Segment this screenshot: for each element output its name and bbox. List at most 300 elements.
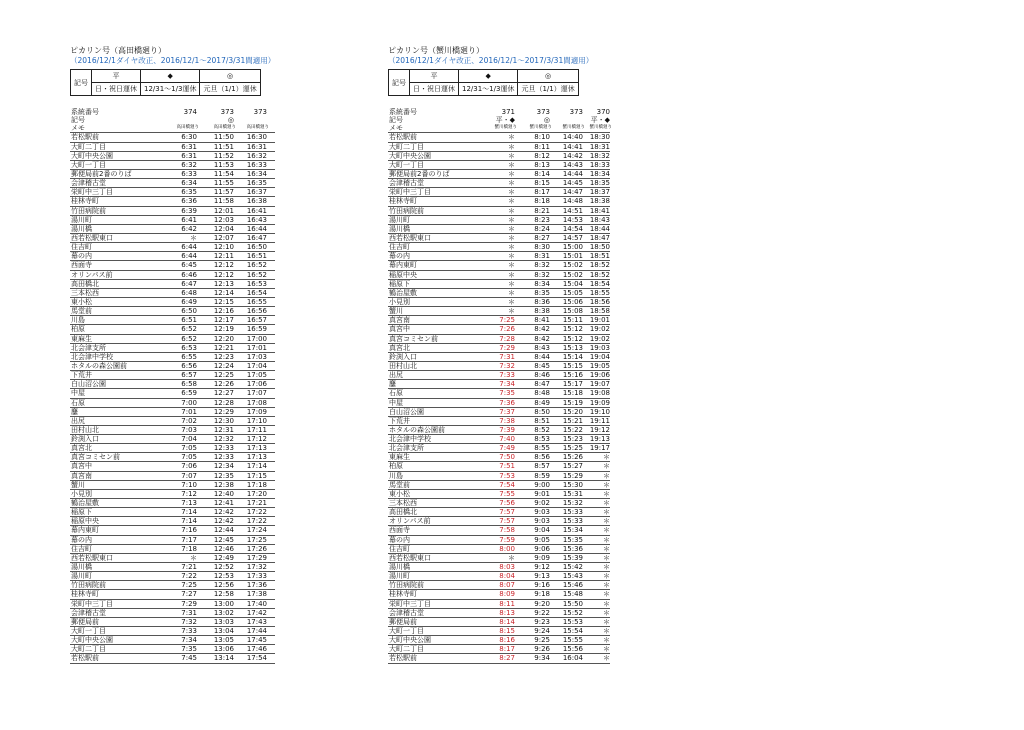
departure-time: 18:58 bbox=[589, 307, 610, 316]
departure-time: 8:57 bbox=[534, 462, 550, 471]
legend-desc: 日・祝日運休 bbox=[92, 83, 141, 96]
departure-time: 19:17 bbox=[589, 444, 610, 453]
departure-time: 11:52 bbox=[213, 151, 234, 160]
system-number: 374 bbox=[183, 108, 197, 116]
departure-time: 7:33 bbox=[181, 627, 197, 636]
departure-time: 16:50 bbox=[246, 243, 267, 252]
departure-time: 6:48 bbox=[181, 288, 197, 297]
departure-time: 14:40 bbox=[562, 133, 583, 142]
departure-time: 18:38 bbox=[589, 197, 610, 206]
stop-name: 鶴治屋敷 bbox=[389, 288, 417, 297]
stop-name: 大町一丁目 bbox=[71, 160, 106, 169]
stop-name: 北会津支所 bbox=[71, 343, 106, 352]
departure-time: 8:03 bbox=[499, 563, 515, 572]
stop-row bbox=[388, 517, 610, 526]
departure-time: 6:57 bbox=[181, 371, 197, 380]
stop-row bbox=[70, 517, 275, 526]
stop-name: 下荒井 bbox=[71, 371, 92, 380]
departure-time: ＊ bbox=[603, 526, 610, 535]
stop-name: 西若松駅東口 bbox=[71, 233, 113, 242]
departure-time: 12:58 bbox=[213, 590, 234, 599]
departure-time: 15:15 bbox=[562, 361, 583, 370]
departure-time: 15:50 bbox=[562, 599, 583, 608]
departure-time: 19:07 bbox=[589, 380, 610, 389]
departure-time: 12:04 bbox=[213, 224, 234, 233]
stop-row bbox=[388, 389, 610, 398]
departure-time: 19:03 bbox=[589, 343, 610, 352]
stop-row bbox=[70, 481, 275, 490]
departure-time: 8:46 bbox=[534, 371, 550, 380]
departure-time: ＊ bbox=[603, 462, 610, 471]
departure-time: 12:53 bbox=[213, 572, 234, 581]
stop-row bbox=[388, 179, 610, 188]
departure-time: 8:59 bbox=[534, 471, 550, 480]
memo-value: 高田橋廻り bbox=[176, 125, 199, 131]
departure-time: 15:53 bbox=[562, 617, 583, 626]
departure-time: 8:18 bbox=[534, 197, 550, 206]
departure-time: 9:24 bbox=[534, 627, 550, 636]
stop-name: 蟹川 bbox=[389, 307, 403, 316]
departure-time: 12:26 bbox=[213, 380, 234, 389]
departure-time: 18:55 bbox=[589, 288, 610, 297]
timetable-title: ピカリン号（蟹川橋廻り） bbox=[388, 46, 484, 55]
departure-time: 7:26 bbox=[499, 325, 515, 334]
stop-name: 馬堂前 bbox=[71, 307, 92, 316]
stop-name: 真宮南 bbox=[71, 471, 92, 480]
stop-row bbox=[388, 344, 610, 353]
departure-time: 13:00 bbox=[213, 599, 234, 608]
stop-row bbox=[388, 252, 610, 261]
stop-row bbox=[70, 170, 275, 179]
stop-row bbox=[388, 298, 610, 307]
departure-time: 7:05 bbox=[181, 444, 197, 453]
system-number-row bbox=[388, 108, 610, 116]
departure-time: 6:34 bbox=[181, 179, 197, 188]
stop-name: 大町中央公園 bbox=[71, 636, 113, 645]
stop-name: 栄町中三丁目 bbox=[389, 599, 431, 608]
departure-time: 11:53 bbox=[213, 160, 234, 169]
departure-time: 17:45 bbox=[246, 636, 267, 645]
departure-time: 8:23 bbox=[534, 215, 550, 224]
memo-value: 蟹川橋廻り bbox=[562, 125, 585, 131]
departure-time: 16:51 bbox=[246, 252, 267, 261]
departure-time: 7:22 bbox=[181, 572, 197, 581]
stop-name: 川島 bbox=[389, 471, 403, 480]
departure-time: 16:43 bbox=[246, 215, 267, 224]
stop-row bbox=[70, 563, 275, 572]
stop-row bbox=[388, 335, 610, 344]
stop-name: 竹田病院前 bbox=[71, 206, 106, 215]
legend-desc: 日・祝日運休 bbox=[410, 83, 459, 96]
departure-time: ＊ bbox=[603, 517, 610, 526]
stop-row bbox=[388, 554, 610, 563]
stop-name: 会津稽古堂 bbox=[389, 608, 424, 617]
stop-name: 東小松 bbox=[71, 297, 92, 306]
departure-time: 7:10 bbox=[181, 480, 197, 489]
stop-row bbox=[70, 426, 275, 435]
stop-row bbox=[70, 216, 275, 225]
stop-name: 柏原 bbox=[71, 325, 85, 334]
stop-name: 真宮中 bbox=[389, 325, 410, 334]
departure-time: 6:52 bbox=[181, 334, 197, 343]
stop-row bbox=[388, 490, 610, 499]
stop-name: 幕の内 bbox=[389, 535, 410, 544]
departure-time: 17:24 bbox=[246, 526, 267, 535]
departure-time: 6:33 bbox=[181, 169, 197, 178]
departure-time: 15:02 bbox=[562, 270, 583, 279]
departure-time: 9:00 bbox=[534, 480, 550, 489]
departure-time: ＊ bbox=[603, 590, 610, 599]
stop-row bbox=[388, 609, 610, 618]
departure-time: 12:20 bbox=[213, 334, 234, 343]
departure-time: 16:57 bbox=[246, 316, 267, 325]
stop-row bbox=[388, 188, 610, 197]
stop-row bbox=[70, 344, 275, 353]
departure-time: 7:35 bbox=[181, 645, 197, 654]
stop-name: 竹田病院前 bbox=[389, 206, 424, 215]
departure-time: 14:54 bbox=[562, 224, 583, 233]
departure-time: 14:51 bbox=[562, 206, 583, 215]
stop-name: 下荒井 bbox=[389, 416, 410, 425]
stop-name: 大町一丁目 bbox=[389, 627, 424, 636]
stop-row bbox=[388, 243, 610, 252]
departure-time: 7:33 bbox=[499, 371, 515, 380]
departure-time: 16:37 bbox=[246, 188, 267, 197]
departure-time: 9:26 bbox=[534, 645, 550, 654]
departure-time: 17:00 bbox=[246, 334, 267, 343]
departure-time: 16:38 bbox=[246, 197, 267, 206]
departure-time: 15:52 bbox=[562, 608, 583, 617]
stop-name: 馬堂前 bbox=[389, 480, 410, 489]
departure-time: 8:14 bbox=[499, 617, 515, 626]
departure-time: 13:06 bbox=[213, 645, 234, 654]
stop-row bbox=[70, 600, 275, 609]
stop-name: 田村山北 bbox=[71, 425, 99, 434]
stop-name: 竹田病院前 bbox=[71, 581, 106, 590]
route-meta bbox=[388, 108, 610, 132]
stop-row bbox=[70, 618, 275, 627]
departure-time: 15:36 bbox=[562, 544, 583, 553]
departure-time: 6:44 bbox=[181, 252, 197, 261]
stop-row bbox=[388, 325, 610, 334]
stop-row bbox=[388, 645, 610, 654]
departure-time: 13:02 bbox=[213, 608, 234, 617]
departure-time: 6:41 bbox=[181, 215, 197, 224]
departure-time: 7:31 bbox=[181, 608, 197, 617]
stop-row bbox=[70, 371, 275, 380]
stop-name: ホタルの森公園前 bbox=[71, 361, 127, 370]
stop-row bbox=[388, 526, 610, 535]
departure-time: 14:48 bbox=[562, 197, 583, 206]
departure-time: 8:32 bbox=[534, 270, 550, 279]
stop-name: 大町二丁目 bbox=[389, 645, 424, 654]
stop-row bbox=[388, 371, 610, 380]
departure-time: 6:39 bbox=[181, 206, 197, 215]
departure-time: 15:43 bbox=[562, 572, 583, 581]
departure-time: 11:55 bbox=[213, 179, 234, 188]
departure-time: 7:07 bbox=[181, 471, 197, 480]
departure-time: 7:27 bbox=[181, 590, 197, 599]
stop-row bbox=[388, 600, 610, 609]
departure-time: 17:44 bbox=[246, 627, 267, 636]
stop-name: 白山沼公園 bbox=[71, 380, 106, 389]
stop-row bbox=[388, 536, 610, 545]
memo-label: メモ bbox=[71, 124, 85, 133]
departure-time: 19:06 bbox=[589, 371, 610, 380]
stop-name: 大町中央公園 bbox=[389, 636, 431, 645]
departure-time: 8:15 bbox=[499, 627, 515, 636]
stop-name: 栄町中三丁目 bbox=[71, 599, 113, 608]
stop-name: 中屋 bbox=[71, 389, 85, 398]
stop-name: 柏原 bbox=[389, 462, 403, 471]
departure-time: 8:15 bbox=[534, 179, 550, 188]
departure-time: 7:14 bbox=[181, 508, 197, 517]
stop-name: 湯川町 bbox=[71, 215, 92, 224]
stop-name: 大町一丁目 bbox=[389, 160, 424, 169]
stop-name: 高田橋北 bbox=[389, 508, 417, 517]
departure-time: 7:54 bbox=[499, 480, 515, 489]
stop-name: 幕内東町 bbox=[389, 261, 417, 270]
departure-time: 12:38 bbox=[213, 480, 234, 489]
stop-row bbox=[70, 179, 275, 188]
stop-row bbox=[70, 453, 275, 462]
departure-time: 12:35 bbox=[213, 471, 234, 480]
stop-name: 郵便局前 bbox=[71, 617, 99, 626]
departure-time: 8:14 bbox=[534, 169, 550, 178]
departure-time: 6:36 bbox=[181, 197, 197, 206]
departure-time: 8:30 bbox=[534, 243, 550, 252]
departure-time: 9:20 bbox=[534, 599, 550, 608]
departure-time: 16:44 bbox=[246, 224, 267, 233]
departure-time: ＊ bbox=[603, 645, 610, 654]
stop-name: 小見別 bbox=[389, 297, 410, 306]
departure-time: ＊ bbox=[603, 608, 610, 617]
departure-time: 14:42 bbox=[562, 151, 583, 160]
system-number: 370 bbox=[596, 108, 610, 116]
departure-time: 12:56 bbox=[213, 581, 234, 590]
departure-time: 18:51 bbox=[589, 252, 610, 261]
departure-time: 18:37 bbox=[589, 188, 610, 197]
stop-name: 桂林寺町 bbox=[71, 197, 99, 206]
departure-time: 15:55 bbox=[562, 636, 583, 645]
departure-time: 12:21 bbox=[213, 343, 234, 352]
departure-time: 8:00 bbox=[499, 544, 515, 553]
departure-time: ＊ bbox=[603, 581, 610, 590]
departure-time: 12:11 bbox=[213, 252, 234, 261]
departure-time: 12:41 bbox=[213, 499, 234, 508]
departure-time: 8:04 bbox=[499, 572, 515, 581]
departure-time: ＊ bbox=[603, 471, 610, 480]
stop-name: 三本松西 bbox=[389, 499, 417, 508]
departure-time: ＊ bbox=[508, 151, 515, 160]
departure-time: 8:50 bbox=[534, 407, 550, 416]
departure-time: 15:21 bbox=[562, 416, 583, 425]
departure-time: 8:52 bbox=[534, 425, 550, 434]
stop-name: 西面寺 bbox=[389, 526, 410, 535]
departure-time: 17:32 bbox=[246, 563, 267, 572]
stop-name: 真宮コミセン前 bbox=[71, 453, 120, 462]
departure-time: 12:45 bbox=[213, 535, 234, 544]
stop-row bbox=[70, 161, 275, 170]
system-number-row bbox=[70, 108, 275, 116]
departure-time: 17:36 bbox=[246, 581, 267, 590]
stop-row bbox=[388, 133, 610, 142]
departure-time: 15:19 bbox=[562, 398, 583, 407]
system-number: 373 bbox=[536, 108, 550, 116]
stop-name: 蟹川 bbox=[71, 480, 85, 489]
departure-time: 19:01 bbox=[589, 316, 610, 325]
stop-row bbox=[388, 225, 610, 234]
departure-time: 7:01 bbox=[181, 407, 197, 416]
departure-time: 7:28 bbox=[499, 334, 515, 343]
stop-name: 西若松駅東口 bbox=[71, 553, 113, 562]
stop-name: 小見別 bbox=[71, 489, 92, 498]
stop-name: 大町二丁目 bbox=[71, 142, 106, 151]
stop-name: 大町中央公園 bbox=[389, 151, 431, 160]
stop-row bbox=[388, 234, 610, 243]
departure-time: 7:12 bbox=[181, 489, 197, 498]
departure-time: 12:17 bbox=[213, 316, 234, 325]
departure-time: 15:18 bbox=[562, 389, 583, 398]
stop-row bbox=[388, 316, 610, 325]
departure-time: 18:34 bbox=[589, 169, 610, 178]
stop-row bbox=[70, 152, 275, 161]
departure-time: 6:47 bbox=[181, 279, 197, 288]
departure-time: 15:30 bbox=[562, 480, 583, 489]
departure-time: 8:49 bbox=[534, 398, 550, 407]
stop-row bbox=[70, 627, 275, 636]
departure-time: 7:40 bbox=[499, 435, 515, 444]
stop-row bbox=[70, 444, 275, 453]
departure-time: 8:12 bbox=[534, 151, 550, 160]
departure-time: 15:22 bbox=[562, 425, 583, 434]
departure-time: 15:31 bbox=[562, 489, 583, 498]
departure-time: 6:35 bbox=[181, 188, 197, 197]
stop-row bbox=[388, 636, 610, 645]
departure-time: 12:29 bbox=[213, 407, 234, 416]
departure-time: 18:32 bbox=[589, 151, 610, 160]
departure-time: ＊ bbox=[508, 224, 515, 233]
memo-row bbox=[388, 124, 610, 132]
departure-time: 8:16 bbox=[499, 636, 515, 645]
departure-time: 16:41 bbox=[246, 206, 267, 215]
departure-time: 12:31 bbox=[213, 425, 234, 434]
stop-row bbox=[388, 307, 610, 316]
departure-time: 6:55 bbox=[181, 352, 197, 361]
departure-time: ＊ bbox=[508, 169, 515, 178]
departure-time: ＊ bbox=[508, 243, 515, 252]
departure-time: 7:13 bbox=[181, 499, 197, 508]
departure-time: ＊ bbox=[603, 553, 610, 562]
departure-time: 12:01 bbox=[213, 206, 234, 215]
stop-row bbox=[388, 581, 610, 590]
departure-time: 15:12 bbox=[562, 334, 583, 343]
departure-time: 8:07 bbox=[499, 581, 515, 590]
stop-name: 郵便局前 bbox=[389, 617, 417, 626]
departure-time: ＊ bbox=[603, 480, 610, 489]
stop-row bbox=[70, 243, 275, 252]
departure-time: ＊ bbox=[508, 307, 515, 316]
stop-name: 湯川橋 bbox=[71, 224, 92, 233]
stop-row bbox=[388, 417, 610, 426]
stop-name: 真宮北 bbox=[71, 444, 92, 453]
departure-time: ＊ bbox=[508, 179, 515, 188]
departure-time: 16:31 bbox=[246, 142, 267, 151]
departure-time: 18:30 bbox=[589, 133, 610, 142]
system-number: 371 bbox=[501, 108, 515, 116]
stop-name: 東麻生 bbox=[389, 453, 410, 462]
departure-time: 18:44 bbox=[589, 224, 610, 233]
departure-time: 9:05 bbox=[534, 535, 550, 544]
stop-row bbox=[70, 609, 275, 618]
stop-name: 真宮コミセン前 bbox=[389, 334, 438, 343]
departure-time: 13:05 bbox=[213, 636, 234, 645]
system-label: 系統番号 bbox=[71, 108, 99, 116]
departure-time: 8:13 bbox=[499, 608, 515, 617]
departure-time: 17:22 bbox=[246, 508, 267, 517]
mark-value: 平・◆ bbox=[495, 116, 515, 125]
departure-time: ＊ bbox=[603, 636, 610, 645]
stop-list bbox=[70, 132, 275, 663]
departure-time: 7:51 bbox=[499, 462, 515, 471]
departure-time: 17:21 bbox=[246, 499, 267, 508]
departure-time: 6:51 bbox=[181, 316, 197, 325]
departure-time: ＊ bbox=[190, 553, 197, 562]
departure-time: 15:02 bbox=[562, 261, 583, 270]
departure-time: 12:49 bbox=[213, 553, 234, 562]
departure-time: 6:53 bbox=[181, 343, 197, 352]
departure-time: 8:11 bbox=[499, 599, 515, 608]
departure-time: 7:38 bbox=[499, 416, 515, 425]
departure-time: ＊ bbox=[508, 197, 515, 206]
departure-time: 15:12 bbox=[562, 325, 583, 334]
stop-name: 石原 bbox=[71, 398, 85, 407]
stop-name: 稲原中央 bbox=[389, 270, 417, 279]
departure-time: 12:52 bbox=[213, 563, 234, 572]
departure-time: 12:42 bbox=[213, 517, 234, 526]
departure-time: 6:30 bbox=[181, 133, 197, 142]
stop-row bbox=[388, 216, 610, 225]
stop-row bbox=[70, 499, 275, 508]
timetable-kanikawa bbox=[388, 46, 610, 664]
departure-time: 12:07 bbox=[213, 233, 234, 242]
departure-time: ＊ bbox=[508, 160, 515, 169]
timetable-takada bbox=[70, 46, 275, 664]
stop-row bbox=[388, 353, 610, 362]
stop-name: ホタルの森公園前 bbox=[389, 425, 445, 434]
departure-time: 15:05 bbox=[562, 288, 583, 297]
stop-name: 鏖 bbox=[389, 380, 396, 389]
departure-time: 18:47 bbox=[589, 233, 610, 242]
departure-time: 14:41 bbox=[562, 142, 583, 151]
departure-time: 11:57 bbox=[213, 188, 234, 197]
legend-sym: 平 bbox=[410, 70, 459, 83]
stop-row bbox=[70, 572, 275, 581]
mark-label: 記号 bbox=[389, 116, 403, 125]
departure-time: 12:13 bbox=[213, 279, 234, 288]
departure-time: 9:06 bbox=[534, 544, 550, 553]
departure-time: 17:11 bbox=[246, 425, 267, 434]
departure-time: 7:57 bbox=[499, 517, 515, 526]
departure-time: 14:57 bbox=[562, 233, 583, 242]
stop-name: 石原 bbox=[389, 389, 403, 398]
departure-time: 15:48 bbox=[562, 590, 583, 599]
legend-table bbox=[388, 69, 579, 96]
departure-time: 8:11 bbox=[534, 142, 550, 151]
stop-name: 高田橋北 bbox=[71, 279, 99, 288]
stop-name: 出尻 bbox=[71, 416, 85, 425]
departure-time: 7:03 bbox=[181, 425, 197, 434]
